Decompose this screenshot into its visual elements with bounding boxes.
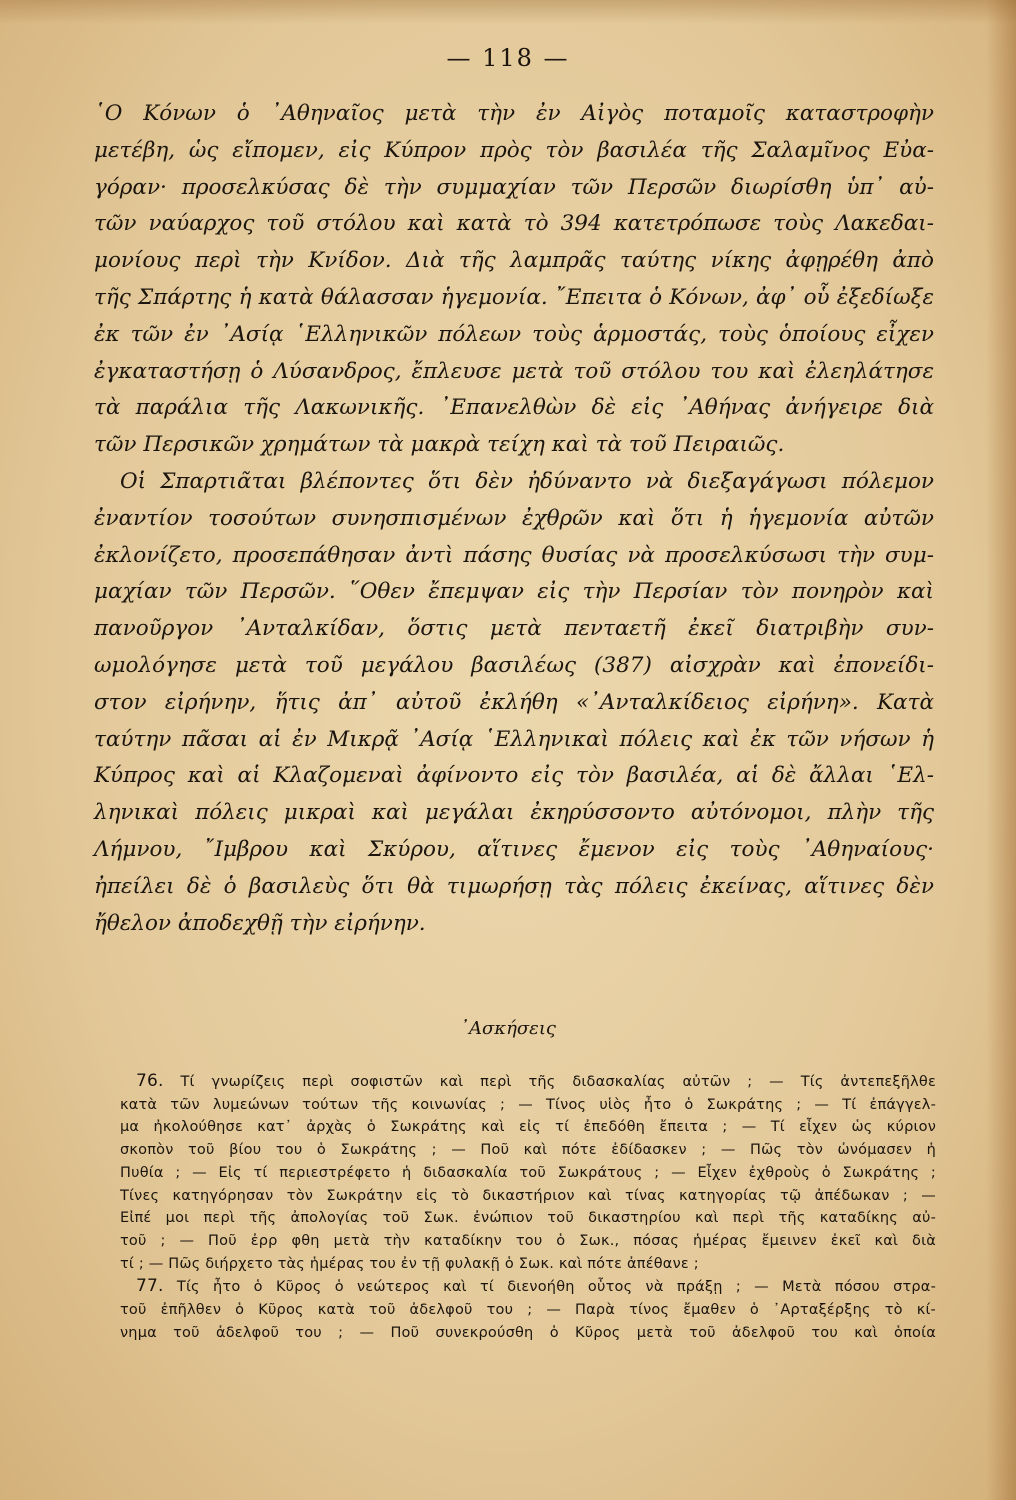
exercise-line: Εἰπέ μοι περὶ τῆς ἀπολογίας τοῦ Σωκ. ἐνώπιον τοῦ δικαστηρίου καὶ περὶ τῆς καταδίκης αὐ- <box>120 1210 936 1227</box>
main-text <box>94 96 934 942</box>
exercises-heading: ᾽Ασκήσεις <box>460 1018 556 1039</box>
exercises-block <box>120 1070 936 1344</box>
text-line: ἐναντίον τοσούτων συνησπισμένων ἐχθρῶν καὶ ὅτι ἡ ἡγεμονία αὐτῶν <box>94 505 934 531</box>
exercise-line <box>120 1275 936 1299</box>
exercise-number: 77. <box>136 1276 164 1297</box>
text-line: Οἱ Σπαρτιᾶται βλέποντες ὅτι δὲν ἠδύναντο νὰ διεξαγάγωσι πόλεμον <box>120 468 934 494</box>
exercise-line: μα ἠκολούθησε κατ᾽ ἀρχὰς ὁ Σωκράτης καὶ εἰς τί ἐπεδόθη ἔπειτα ; — Τί εἶχεν ὡς κύριον <box>120 1119 936 1136</box>
exercise-text: Τίς ἦτο ὁ Κῦρος ὁ νεώτερος καὶ τί διενοήθη οὗτος νὰ πράξῃ ; — Μετὰ πόσου στρα- <box>176 1279 937 1296</box>
exercise-line: Τίνες κατηγόρησαν τὸν Σωκράτην εἰς τὸ δικαστήριον καὶ τίνας κατηγορίας τῷ ἀπέδωκαν ; — <box>120 1187 936 1204</box>
text-line: Κύπρος καὶ αἱ Κλαζομεναὶ ἀφίνοντο εἰς τὸν βασιλέα, αἱ δὲ ἄλλαι ῾Ελ- <box>94 763 934 789</box>
text-line: γόραν· προσελκύσας δὲ τὴν συμμαχίαν τῶν Περσῶν διωρίσθη ὑπ᾽ αὐ- <box>94 174 934 200</box>
text-line: μονίους περὶ τὴν Κνίδον. Διὰ τῆς λαμπρᾶς ταύτης νίκης ἀφῃρέθη ἀπὸ <box>94 248 934 274</box>
exercise-line <box>120 1070 936 1094</box>
exercise-line: νημα τοῦ ἀδελφοῦ του ; — Ποῦ συνεκρούσθη ὁ Κῦρος μετὰ τοῦ ἀδελφοῦ του καὶ ὁποία <box>120 1324 936 1341</box>
exercise-line: τοῦ ; — Ποῦ ἐρρ φθη μετὰ τὴν καταδίκην του ὁ Σωκ., πόσας ἡμέρας ἔμεινεν ἐκεῖ καὶ διὰ <box>120 1232 936 1249</box>
exercise-text: Τί γνωρίζεις περὶ σοφιστῶν καὶ περὶ τῆς διδασκαλίας αὐτῶν ; — Τίς ἀντεπεξῆλθε <box>180 1074 936 1090</box>
text-line: ἐγκαταστήσῃ ὁ Λύσανδρος, ἔπλευσε μετὰ τοῦ στόλου του καὶ ἐλεηλάτησε <box>94 358 934 384</box>
page-stain-right <box>986 0 1016 1500</box>
text-line: τῶν Περσικῶν χρημάτων τὰ μακρὰ τείχη καὶ τὰ τοῦ Πειραιῶς. <box>94 432 785 458</box>
exercise-line: σκοπὸν τοῦ βίου του ὁ Σωκράτης ; — Ποῦ καὶ πότε ἐδίδασκεν ; — Πῶς τὸν ὠνόμασεν ἡ <box>120 1142 936 1159</box>
paragraph-spartans <box>94 464 934 942</box>
text-line: ταύτην πᾶσαι αἱ ἐν Μικρᾷ ᾽Ασίᾳ ῾Ελληνικαὶ πόλεις καὶ ἐκ τῶν νήσων ἡ <box>94 726 934 752</box>
page-number: — 118 — <box>446 44 570 72</box>
exercise-line: τοῦ ἐπῆλθεν ὁ Κῦρος κατὰ τοῦ ἀδελφοῦ του ; — Παρὰ τίνος ἔμαθεν ὁ ᾽Αρταξέρξης τὸ κί- <box>120 1302 936 1319</box>
text-line: ἤθελον ἀποδεχθῇ τὴν εἰρήνην. <box>94 910 426 936</box>
text-line: μετέβη, ὡς εἴπομεν, εἰς Κύπρον πρὸς τὸν βασιλέα τῆς Σαλαμῖνος Εὐα- <box>94 137 934 163</box>
paragraph-konon <box>94 96 934 464</box>
exercise-number: 76. <box>136 1071 164 1091</box>
text-line: ῾Ο Κόνων ὁ ᾽Αθηναῖος μετὰ τὴν ἐν Αἰγὸς ποταμοῖς καταστροφὴν <box>94 101 934 126</box>
text-line: πανοῦργον ᾽Ανταλκίδαν, ὅστις μετὰ πενταετῆ ἐκεῖ διατριβὴν συν- <box>94 616 934 642</box>
text-line: μαχίαν τῶν Περσῶν. ῞Οθεν ἔπεμψαν εἰς τὴν Περσίαν τὸν πονηρὸν καὶ <box>94 579 934 605</box>
text-line: ἠπείλει δὲ ὁ βασιλεὺς ὅτι θὰ τιμωρήσῃ τὰς πόλεις ἐκείνας, αἵτινες δὲν <box>94 873 934 899</box>
exercise-line: τί ; — Πῶς διήρχετο τὰς ἡμέρας του ἐν τῇ φυλακῇ ὁ Σωκ. καὶ πότε ἀπέθανε ; <box>120 1255 699 1272</box>
text-line: τῶν ναύαρχος τοῦ στόλου καὶ κατὰ τὸ 394 κατετρόπωσε τοὺς Λακεδαι- <box>94 211 934 237</box>
page-stain-top <box>0 0 1016 24</box>
text-line: ωμολόγησε μετὰ τοῦ μεγάλου βασιλέως (387) αἰσχρὰν καὶ ἐπονείδι- <box>94 652 934 678</box>
text-line: ἐκλονίζετο, προσεπάθησαν ἀντὶ πάσης θυσίας νὰ προσελκύσωσι τὴν συμ- <box>94 542 934 568</box>
text-line: τῆς Σπάρτης ἡ κατὰ θάλασσαν ἡγεμονία. ῎Επειτα ὁ Κόνων, ἀφ᾽ οὗ ἐξεδίωξε <box>94 284 934 310</box>
exercise-line: κατὰ τῶν λυμεώνων τούτων τῆς κοινωνίας ; — Τίνος υἱὸς ἦτο ὁ Σωκράτης ; — Τί ἐπάγγελ- <box>120 1096 936 1113</box>
text-line: ἐκ τῶν ἐν ᾽Ασίᾳ ῾Ελληνικῶν πόλεων τοὺς ἁρμοστάς, τοὺς ὁποίους εἶχεν <box>94 321 934 347</box>
text-line: τὰ παράλια τῆς Λακωνικῆς. ᾽Επανελθὼν δὲ εἰς ᾽Αθήνας ἀνήγειρε διὰ <box>94 395 934 421</box>
text-line: στον εἰρήνην, ἥτις ἀπ᾽ αὐτοῦ ἐκλήθη «᾽Ανταλκίδειος εἰρήνη». Κατὰ <box>94 689 934 715</box>
exercise-line: Πυθία ; — Εἰς τί περιεστρέφετο ἡ διδασκαλία τοῦ Σωκράτους ; — Εἶχεν ἐχθροὺς ὁ Σωκράτης ; <box>120 1164 936 1181</box>
text-line: Λήμνου, ῎Ιμβρου καὶ Σκύρου, αἵτινες ἔμενον εἰς τοὺς ᾽Αθηναίους· <box>94 836 934 862</box>
text-line: ληνικαὶ πόλεις μικραὶ καὶ μεγάλαι ἐκηρύσσοντο αὐτόνομοι, πλὴν τῆς <box>94 800 934 826</box>
